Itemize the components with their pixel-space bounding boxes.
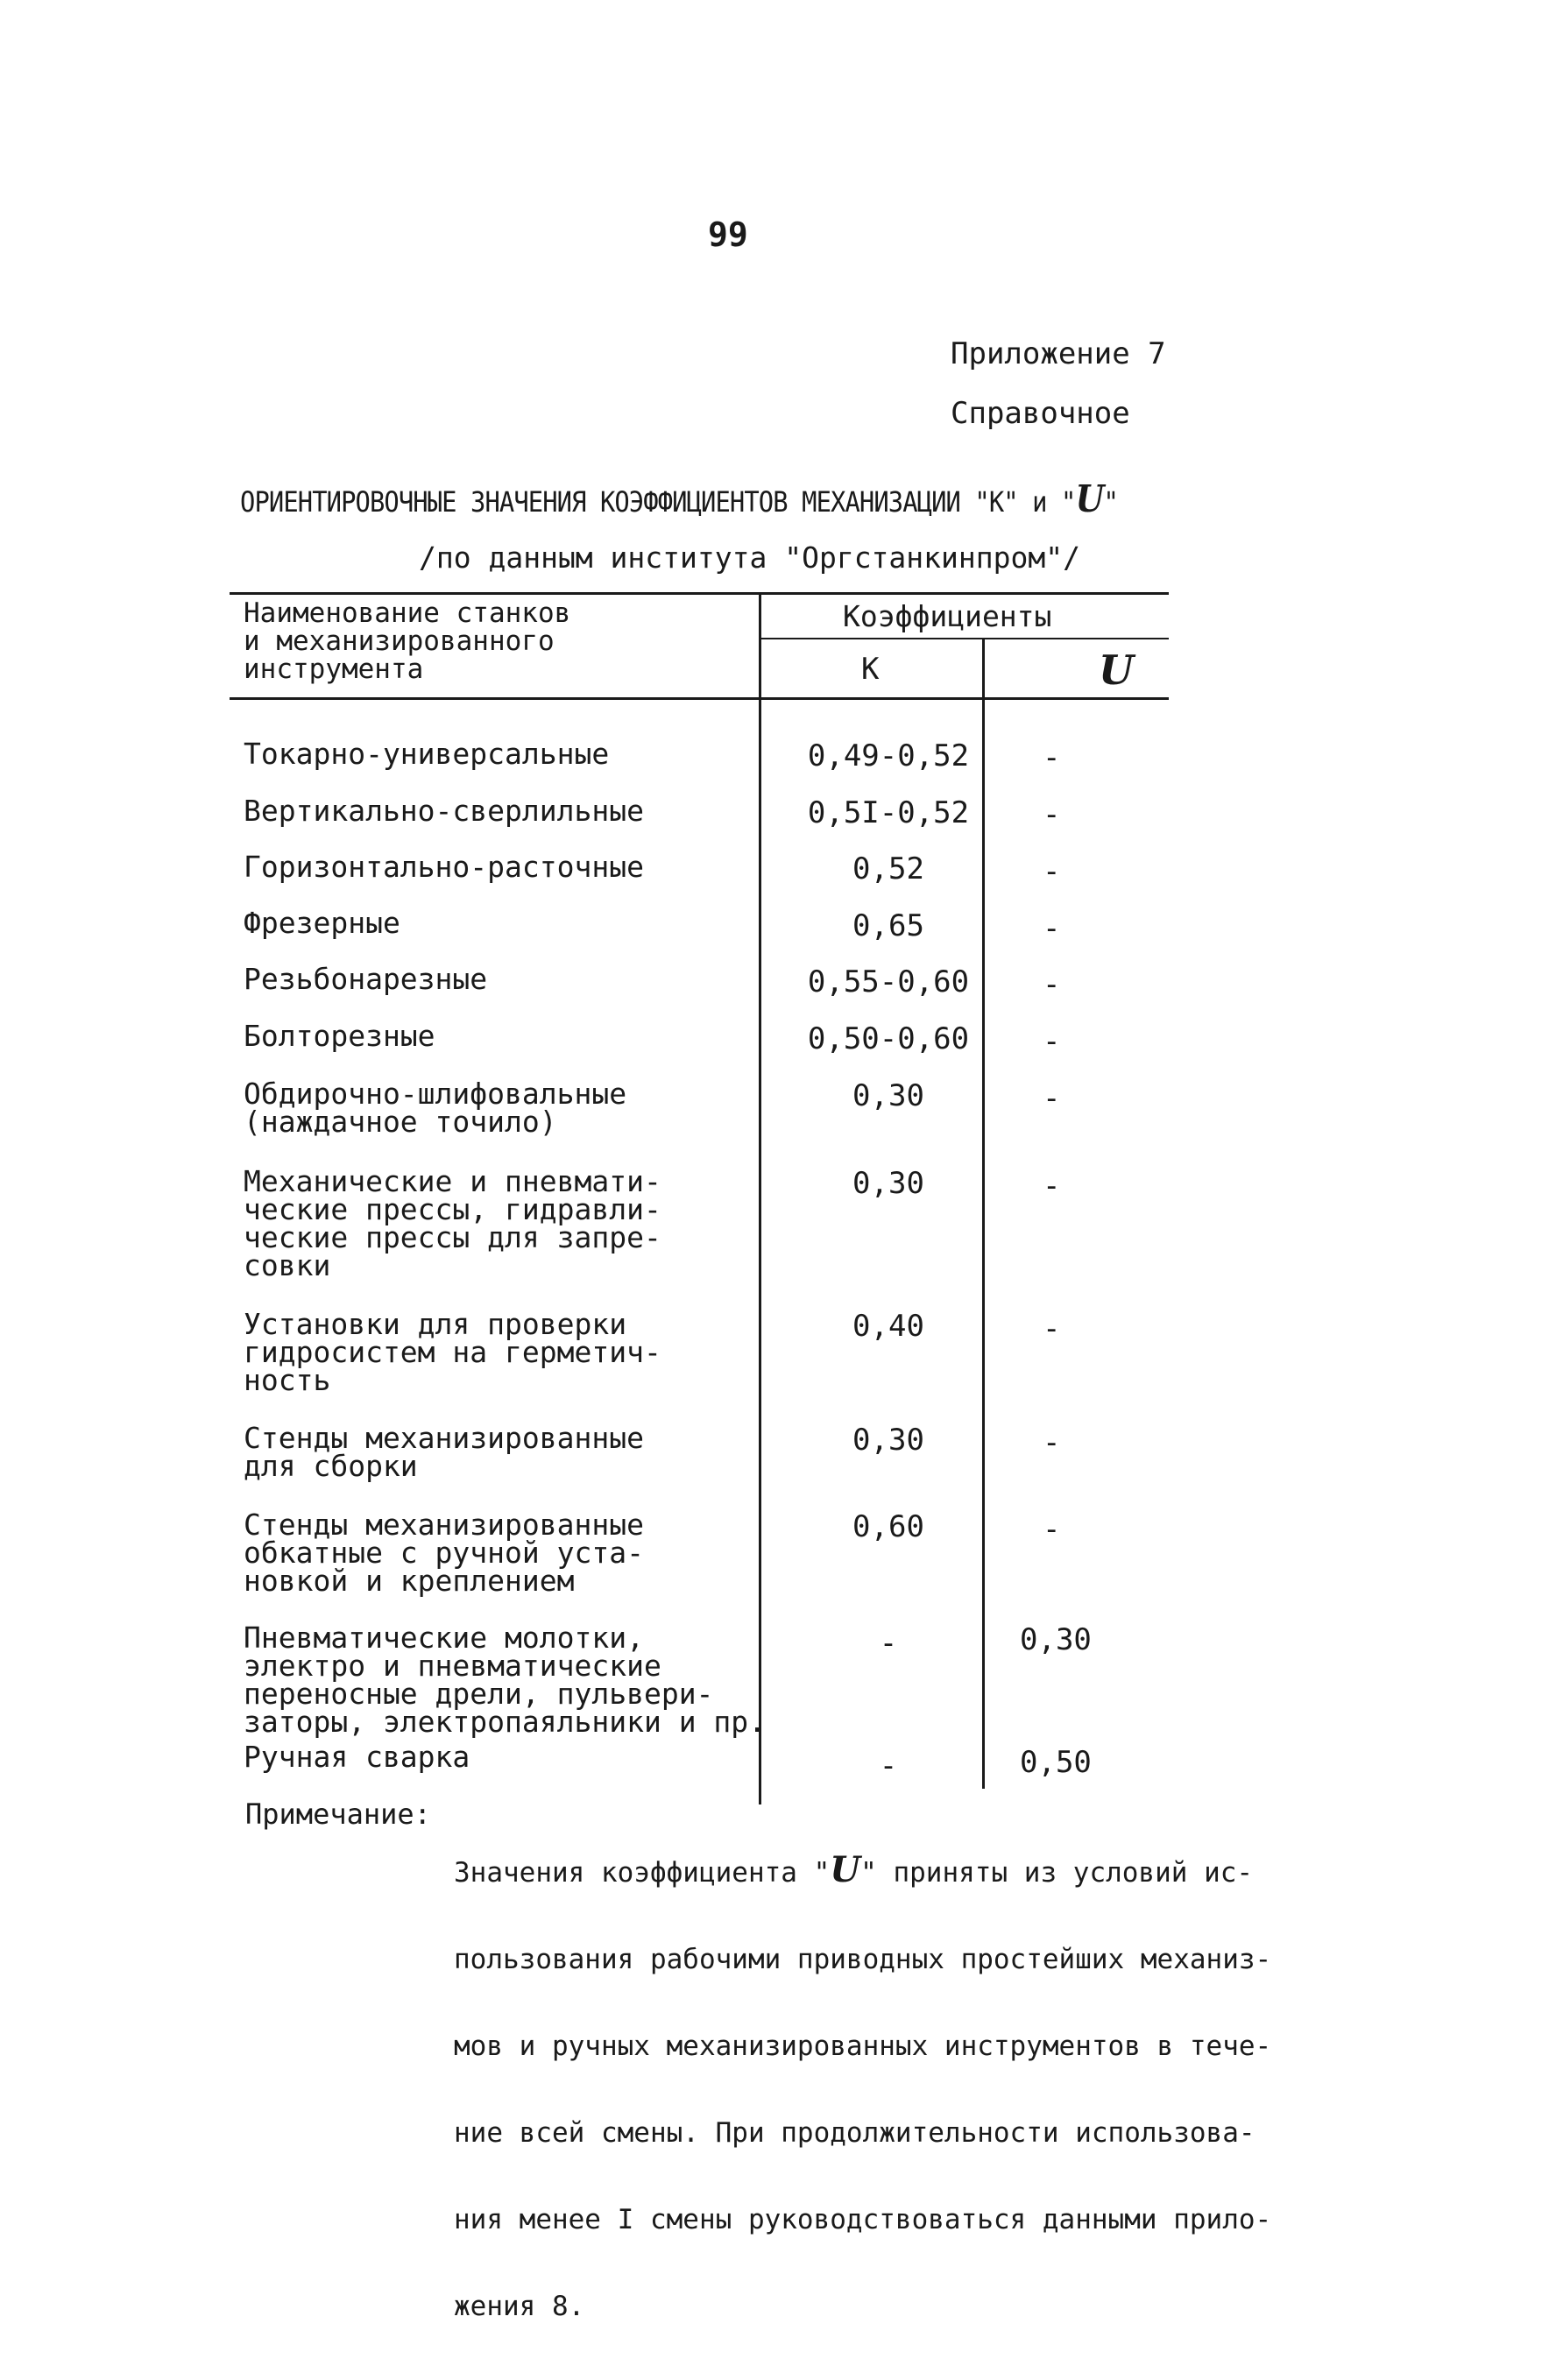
table-title: [240, 477, 1118, 520]
row-name-continued: заторы, электропаяльники и пр.: [244, 1705, 767, 1739]
row-name-continued: переносные дрели, пульвери-: [244, 1677, 714, 1711]
row-k-value: 0,49-0,52: [807, 738, 970, 773]
row-name: Установки для проверки: [244, 1307, 627, 1341]
row-name: Токарно-универсальные: [244, 737, 610, 771]
appendix-kind: Справочное: [951, 396, 1130, 431]
row-u-value: 0,50: [1020, 1745, 1092, 1780]
title-handwritten-symbol: U: [1075, 477, 1104, 520]
row-name-continued: для сборки: [244, 1449, 418, 1483]
note-line-1-start: Значения коэффициента ": [454, 1857, 831, 1889]
row-k-value: 0,55-0,60: [807, 964, 970, 999]
note-label: Примечание:: [245, 1797, 431, 1831]
row-name: Пневматические молотки,: [244, 1621, 644, 1655]
row-name-continued: электро и пневматические: [244, 1649, 661, 1683]
header-name-line-1: Наименование станков: [244, 597, 571, 629]
note-line: мов и ручных механизированных инструментов в тече-: [454, 2030, 1272, 2062]
row-name: Болторезные: [244, 1019, 435, 1053]
note-line-1-end: " приняты из условий ис-: [860, 1857, 1254, 1889]
title-close-quote: ": [1103, 485, 1118, 519]
note-text: [454, 1797, 1271, 2379]
note-handwritten-symbol: U: [830, 1849, 861, 1890]
column-divider-k: [759, 594, 761, 1804]
row-name: Обдирочно-шлифовальные: [244, 1077, 627, 1111]
row-k-value: 0,5I-0,52: [807, 795, 970, 830]
note-line: ния менее I смены руководствоваться данными прило-: [454, 2204, 1272, 2235]
appendix-label: Приложение 7: [951, 336, 1166, 371]
row-name-continued: (наждачное точило): [244, 1105, 557, 1139]
row-k-value: 0,30: [852, 1166, 924, 1201]
header-k: К: [861, 652, 880, 687]
row-k-value: 0,40: [852, 1309, 924, 1344]
row-k-value: -: [879, 1626, 898, 1661]
row-u-value: -: [1043, 797, 1061, 832]
row-k-value: 0,30: [852, 1078, 924, 1113]
row-name-continued: обкатные с ручной уста-: [244, 1536, 644, 1570]
row-u-value: -: [1043, 967, 1061, 1002]
row-k-value: 0,50-0,60: [807, 1021, 970, 1056]
header-name-line-3: инструмента: [244, 653, 424, 685]
row-name: Горизонтально-расточные: [244, 850, 644, 884]
row-name: Фрезерные: [244, 906, 400, 940]
table-subtitle: /по данным института "Оргстанкинпром"/: [419, 540, 1080, 575]
title-text: ОРИЕНТИРОВОЧНЫЕ ЗНАЧЕНИЯ КОЭФФИЦИЕНТОВ МЕХАНИЗАЦИИ "К" и ": [240, 485, 1076, 519]
row-u-value: -: [1043, 1081, 1061, 1116]
row-u-value: -: [1043, 1024, 1061, 1059]
row-u-value: -: [1043, 740, 1061, 775]
row-k-value: 0,60: [852, 1509, 924, 1544]
header-bottom-rule: [230, 697, 1169, 700]
row-u-value: -: [1043, 1425, 1061, 1460]
note-line-1: [454, 1849, 1271, 1890]
page-number: 99: [708, 215, 748, 254]
note-line: пользования рабочими приводных простейших механиз-: [454, 1944, 1272, 1975]
row-k-value: 0,65: [852, 908, 924, 943]
row-k-value: -: [879, 1748, 898, 1783]
row-name: Стенды механизированные: [244, 1508, 644, 1542]
row-u-value: -: [1043, 1311, 1061, 1346]
header-group-rule: [760, 638, 1169, 639]
row-u-value: -: [1043, 911, 1061, 946]
row-k-value: 0,52: [852, 851, 924, 886]
row-k-value: 0,30: [852, 1423, 924, 1458]
row-name-continued: ческие прессы, гидравли-: [244, 1192, 661, 1226]
header-coefficients: Коэффициенты: [843, 599, 1052, 633]
row-name-continued: ность: [244, 1363, 331, 1397]
row-u-value: -: [1043, 854, 1061, 889]
header-name-line-2: и механизированного: [244, 625, 555, 657]
table-top-rule: [230, 592, 1169, 595]
row-name-continued: совки: [244, 1248, 331, 1282]
note-line: ние всей смены. При продолжительности использова-: [454, 2117, 1255, 2149]
header-u-handwritten: U: [1099, 646, 1135, 694]
row-name: Ручная сварка: [244, 1740, 470, 1774]
row-name-continued: гидросистем на герметич-: [244, 1335, 661, 1369]
row-u-value: -: [1043, 1169, 1061, 1204]
row-name-continued: ческие прессы для запре-: [244, 1220, 661, 1254]
row-u-value: 0,30: [1020, 1622, 1092, 1657]
note-line: жения 8.: [454, 2291, 585, 2322]
row-name: Вертикально-сверлильные: [244, 794, 644, 828]
row-name: Стенды механизированные: [244, 1421, 644, 1455]
row-name: Механические и пневмати-: [244, 1164, 661, 1198]
row-name: Резьбонарезные: [244, 962, 488, 996]
row-u-value: -: [1043, 1512, 1061, 1547]
row-name-continued: новкой и креплением: [244, 1564, 575, 1598]
